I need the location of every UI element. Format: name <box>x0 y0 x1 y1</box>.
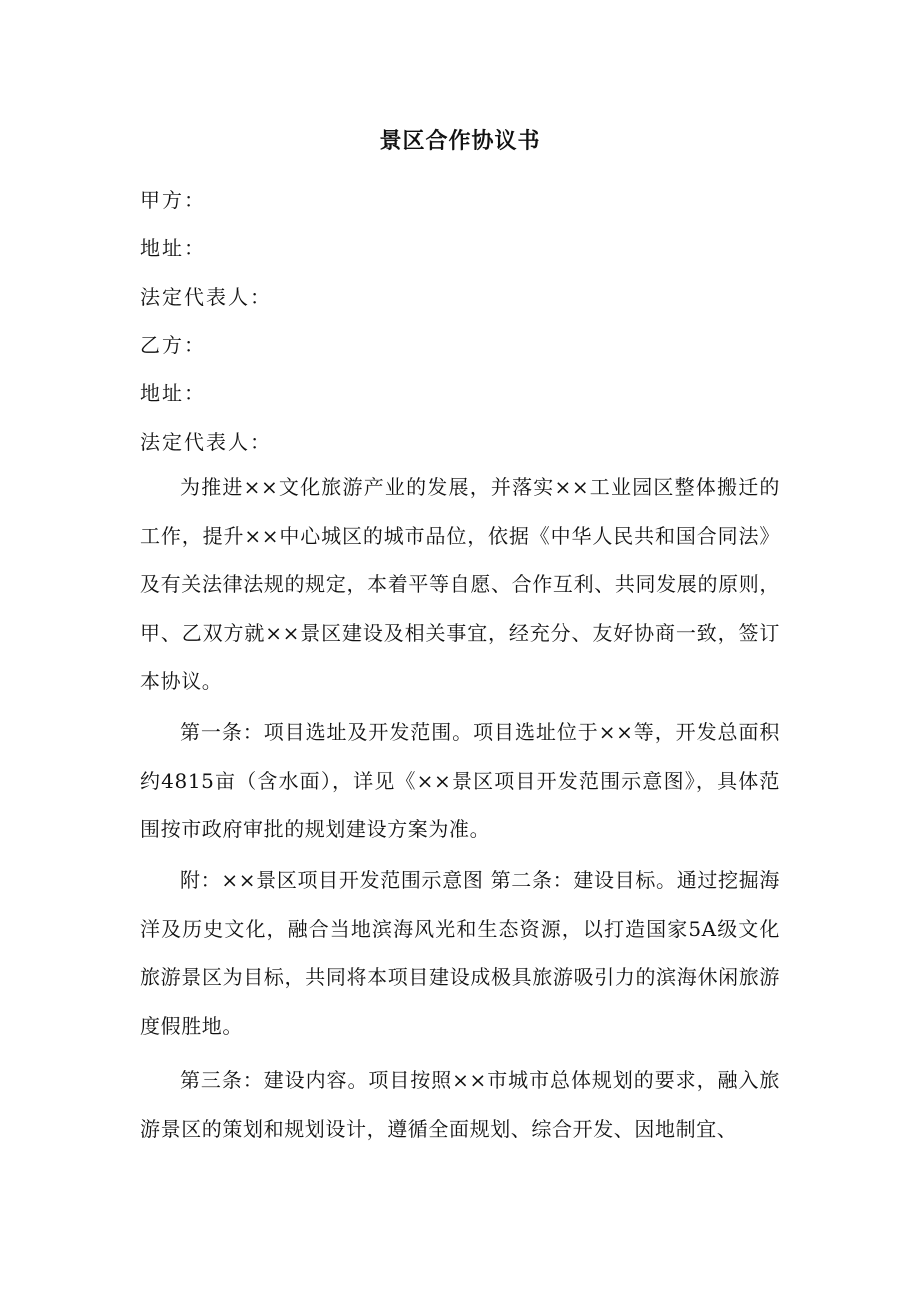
party-a-label: 甲方： <box>140 188 206 212</box>
party-a-legal-rep-label: 法定代表人： <box>140 285 272 309</box>
article-3-paragraph: 第三条：建设内容。项目按照××市城市总体规划的要求，融入旅游景区的策划和规划设计，遵循全面规划、综合开发、因地制宜、 <box>140 1068 780 1141</box>
party-b-label: 乙方： <box>140 333 206 357</box>
article-2-paragraph: 附：××景区项目开发范围示意图 第二条：建设目标。通过挖掘海洋及历史文化，融合当地滨海风光和生态资源，以打造国家5A级文化旅游景区为目标，共同将本项目建设成极具旅游吸引力的滨海休闲旅游度假胜地。 <box>140 868 780 1038</box>
party-b-address-label: 地址： <box>140 381 206 405</box>
preamble-paragraph: 为推进××文化旅游产业的发展，并落实××工业园区整体搬迁的工作，提升××中心城区的城市品位，依据《中华人民共和国合同法》及有关法律法规的规定，本着平等自愿、合作互利、共同发展的原则，甲、乙双方就××景区建设及相关事宜，经充分、友好协商一致，签订本协议。 <box>140 475 780 693</box>
party-b-legal-rep-label: 法定代表人： <box>140 430 272 454</box>
document-title: 景区合作协议书 <box>379 129 541 154</box>
party-a-address-label: 地址： <box>140 236 206 260</box>
article-1-paragraph: 第一条：项目选址及开发范围。项目选址位于××等，开发总面积约4815亩（含水面），详见《××景区项目开发范围示意图》，具体范围按市政府审批的规划建设方案为准。 <box>140 720 780 841</box>
